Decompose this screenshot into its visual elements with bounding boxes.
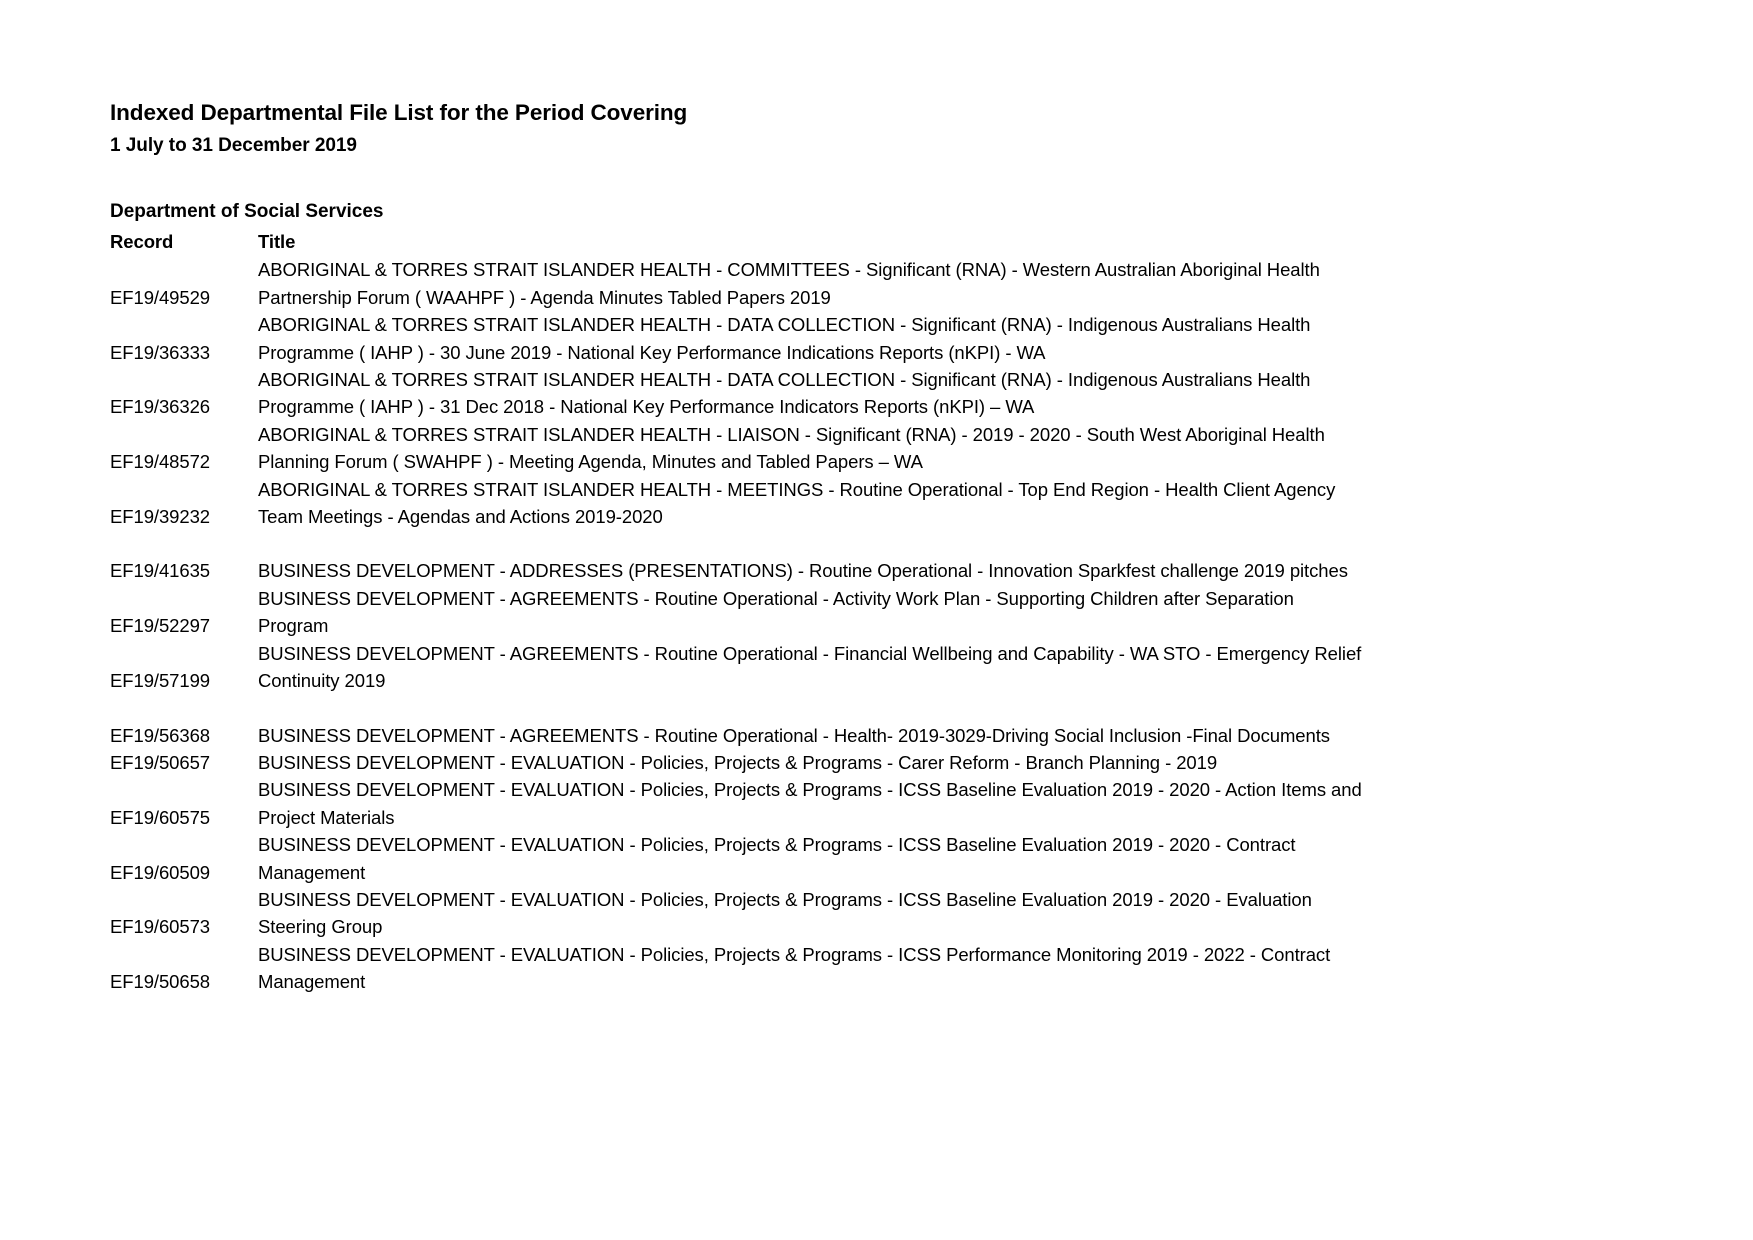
record-id-cell: EF19/39232 xyxy=(110,506,211,528)
record-title-line: Management xyxy=(258,861,366,883)
record-id-cell: EF19/49529 xyxy=(110,286,211,308)
record-title-cell xyxy=(258,722,1530,749)
file-list-table xyxy=(110,228,1530,996)
table-row xyxy=(110,886,1530,941)
record-id-cell: EF19/56368 xyxy=(110,724,211,746)
record-title-line: Management xyxy=(258,971,366,993)
record-title-cell xyxy=(258,366,1530,421)
record-title-line: Team Meetings - Agendas and Actions 2019-2020 xyxy=(258,506,663,528)
record-id-cell: EF19/60509 xyxy=(110,861,211,883)
table-row xyxy=(110,476,1530,531)
record-id-cell: EF19/60575 xyxy=(110,806,211,828)
record-id-cell: EF19/41635 xyxy=(110,560,211,582)
spacer-cell xyxy=(258,530,1530,557)
table-row xyxy=(110,941,1530,996)
spacer-cell xyxy=(258,695,1530,722)
column-header-title: Title xyxy=(258,231,296,252)
record-title-line: Programme ( IAHP ) - 31 Dec 2018 - National Key Performance Indicators Reports (nKPI) – WA xyxy=(258,396,1035,418)
record-title-cell xyxy=(258,585,1530,640)
table-row xyxy=(110,640,1530,695)
record-title-cell xyxy=(258,421,1530,476)
record-title-line: BUSINESS DEVELOPMENT - EVALUATION - Policies, Projects & Programs - Carer Reform - Branch Planning - 2019 xyxy=(258,751,1218,773)
table-row xyxy=(110,585,1530,640)
record-title-line: BUSINESS DEVELOPMENT - AGREEMENTS - Routine Operational - Financial Wellbeing and Capability - WA STO - Emergency Relief xyxy=(258,642,1362,664)
table-row xyxy=(110,722,1530,749)
record-id-cell: EF19/50658 xyxy=(110,971,211,993)
record-title-cell xyxy=(258,557,1530,584)
record-title-cell xyxy=(258,886,1530,941)
table-row xyxy=(110,557,1530,584)
table-header-row xyxy=(110,228,1530,256)
record-title-line: ABORIGINAL & TORRES STRAIT ISLANDER HEALTH - COMMITTEES - Significant (RNA) - Western Australian Aboriginal Health xyxy=(258,259,1320,281)
title-spacer xyxy=(110,161,1643,197)
table-spacer-row xyxy=(110,695,1530,722)
record-id-cell: EF19/36326 xyxy=(110,396,211,418)
record-title-line: ABORIGINAL & TORRES STRAIT ISLANDER HEALTH - DATA COLLECTION - Significant (RNA) - Indigenous Australians Health xyxy=(258,369,1311,391)
record-title-line: Programme ( IAHP ) - 30 June 2019 - National Key Performance Indications Reports (nKPI) - WA xyxy=(258,341,1046,363)
spacer-cell xyxy=(110,695,258,722)
record-title-cell xyxy=(258,256,1530,311)
record-title-line: BUSINESS DEVELOPMENT - EVALUATION - Policies, Projects & Programs - ICSS Baseline Evaluation 2019 - 2020 - Contract xyxy=(258,834,1296,856)
table-row xyxy=(110,421,1530,476)
record-title-line: Project Materials xyxy=(258,806,395,828)
record-title-line: BUSINESS DEVELOPMENT - EVALUATION - Policies, Projects & Programs - ICSS Baseline Evaluation 2019 - 2020 - Evaluation xyxy=(258,888,1312,910)
record-title-cell xyxy=(258,749,1530,776)
record-title-line: BUSINESS DEVELOPMENT - AGREEMENTS - Routine Operational - Activity Work Plan - Supporting Children after Separation xyxy=(258,587,1294,609)
record-title-line: Steering Group xyxy=(258,916,383,938)
record-id-cell: EF19/52297 xyxy=(110,615,211,637)
column-header-record: Record xyxy=(110,231,174,252)
record-title-line: Partnership Forum ( WAAHPF ) - Agenda Minutes Tabled Papers 2019 xyxy=(258,286,831,308)
record-id-cell: EF19/36333 xyxy=(110,341,211,363)
table-row xyxy=(110,749,1530,776)
record-title-cell xyxy=(258,311,1530,366)
record-title-cell xyxy=(258,476,1530,531)
table-row xyxy=(110,256,1530,311)
record-title-line: Program xyxy=(258,615,329,637)
table-row xyxy=(110,366,1530,421)
record-title-line: ABORIGINAL & TORRES STRAIT ISLANDER HEALTH - DATA COLLECTION - Significant (RNA) - Indigenous Australians Health xyxy=(258,314,1311,336)
record-id-cell: EF19/50657 xyxy=(110,751,211,773)
table-body xyxy=(110,256,1530,995)
record-title-cell xyxy=(258,831,1530,886)
record-title-cell xyxy=(258,640,1530,695)
record-title-line: BUSINESS DEVELOPMENT - ADDRESSES (PRESENTATIONS) - Routine Operational - Innovation Sparkfest challenge 2019 pitches xyxy=(258,560,1348,582)
page-subtitle: 1 July to 31 December 2019 xyxy=(110,135,357,156)
record-id-cell: EF19/60573 xyxy=(110,916,211,938)
spacer-cell xyxy=(110,530,258,557)
record-title-cell xyxy=(258,941,1530,996)
table-row xyxy=(110,831,1530,886)
page-title: Indexed Departmental File List for the Period Covering xyxy=(110,100,688,125)
record-title-line: BUSINESS DEVELOPMENT - EVALUATION - Policies, Projects & Programs - ICSS Performance Monitoring 2019 - 2022 - Contract xyxy=(258,943,1331,965)
table-row xyxy=(110,776,1530,831)
record-title-line: ABORIGINAL & TORRES STRAIT ISLANDER HEALTH - MEETINGS - Routine Operational - Top End Region - Health Client Agency xyxy=(258,478,1336,500)
record-title-line: BUSINESS DEVELOPMENT - EVALUATION - Policies, Projects & Programs - ICSS Baseline Evaluation 2019 - 2020 - Action Items and xyxy=(258,779,1362,801)
table-spacer-row xyxy=(110,530,1530,557)
record-title-line: Planning Forum ( SWAHPF ) - Meeting Agenda, Minutes and Tabled Papers – WA xyxy=(258,451,923,473)
record-title-line: Continuity 2019 xyxy=(258,670,386,692)
record-title-line: BUSINESS DEVELOPMENT - AGREEMENTS - Routine Operational - Health- 2019-3029-Driving Social Inclusion -Final Documents xyxy=(258,724,1330,746)
department-heading: Department of Social Services xyxy=(110,201,384,222)
record-id-cell: EF19/48572 xyxy=(110,451,211,473)
record-title-cell xyxy=(258,776,1530,831)
record-title-line: ABORIGINAL & TORRES STRAIT ISLANDER HEALTH - LIAISON - Significant (RNA) - 2019 - 2020 - South West Aboriginal Health xyxy=(258,423,1325,445)
record-id-cell: EF19/57199 xyxy=(110,670,211,692)
table-row xyxy=(110,311,1530,366)
